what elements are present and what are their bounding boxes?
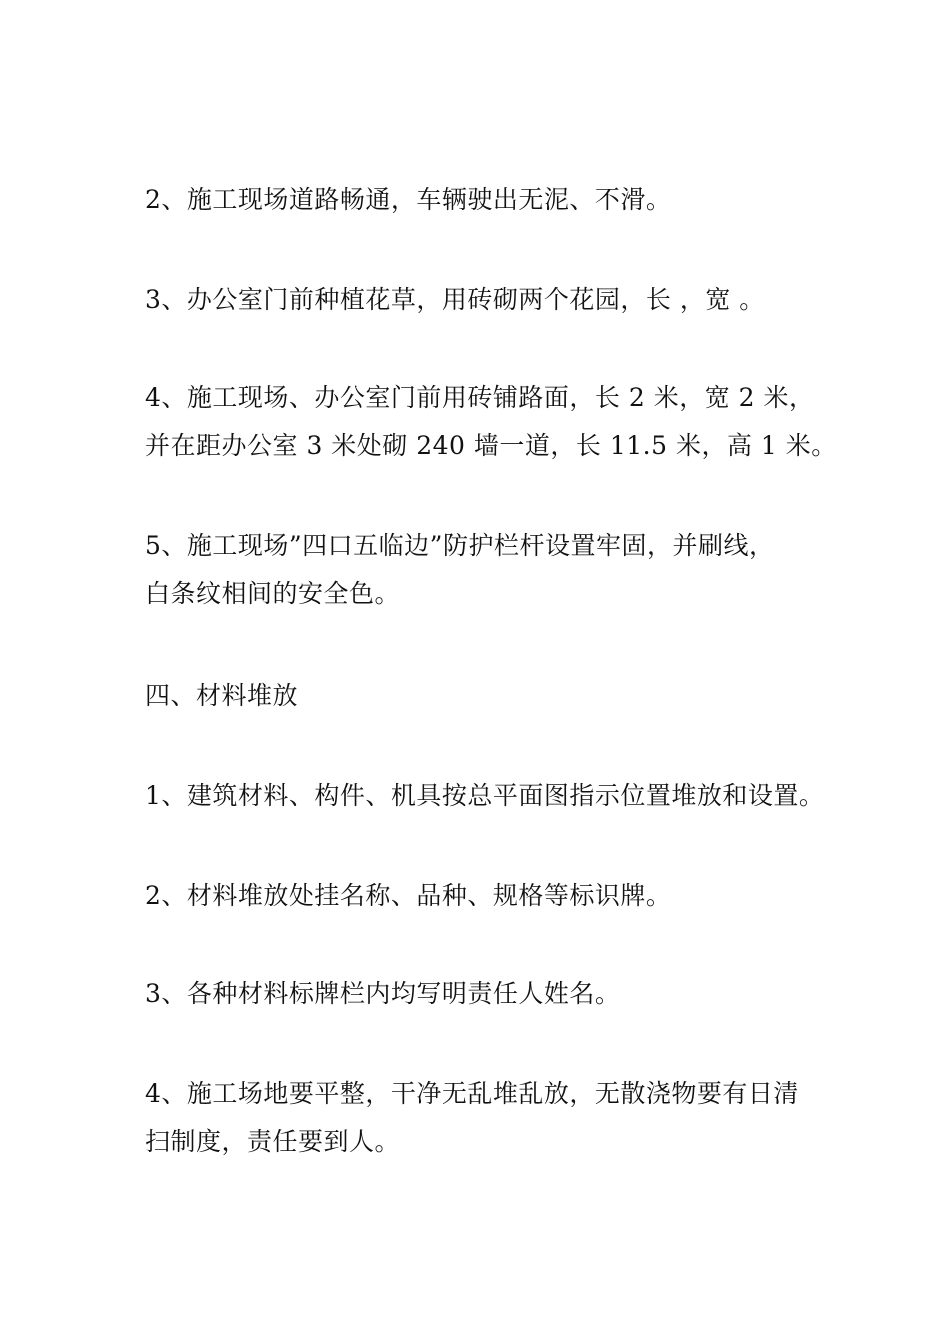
text-line: 3、各种材料标牌栏内均写明责任人姓名。	[145, 979, 621, 1008]
paragraph-road	[145, 176, 825, 224]
paragraph-material-signs	[145, 872, 825, 920]
paragraph-responsible-person	[145, 970, 825, 1018]
text-line: 4、施工现场、办公室门前用砖铺路面，长 2 米，宽 2 米，	[145, 383, 815, 412]
text-line: 并在距办公室 3 米处砌 240 墙一道，长 11.5 米，高 1 米。	[145, 431, 837, 460]
text-line: 2、施工现场道路畅通，车辆驶出无泥、不滑。	[145, 185, 672, 214]
paragraph-site-cleaning	[145, 1070, 825, 1166]
paragraph-material-placement	[145, 772, 825, 820]
text-line: 1、建筑材料、构件、机具按总平面图指示位置堆放和设置。	[145, 781, 825, 810]
text-line: 四、材料堆放	[145, 681, 299, 710]
section-heading-materials	[145, 672, 825, 720]
text-line: 白条纹相间的安全色。	[145, 579, 401, 608]
text-line: 2、材料堆放处挂名称、品种、规格等标识牌。	[145, 881, 672, 910]
text-line: 扫制度，责任要到人。	[145, 1127, 401, 1156]
paragraph-paving	[145, 374, 837, 470]
text-line: 3、办公室门前种植花草，用砖砌两个花园，长 ，宽 。	[145, 285, 765, 314]
text-line: 5、施工现场”四口五临边”防护栏杆设置牢固，并刷线，	[145, 531, 775, 560]
text-line: 4、施工场地要平整，干净无乱堆乱放，无散浇物要有日清	[145, 1079, 799, 1108]
paragraph-guardrail	[145, 522, 825, 618]
paragraph-flowers	[145, 276, 825, 324]
